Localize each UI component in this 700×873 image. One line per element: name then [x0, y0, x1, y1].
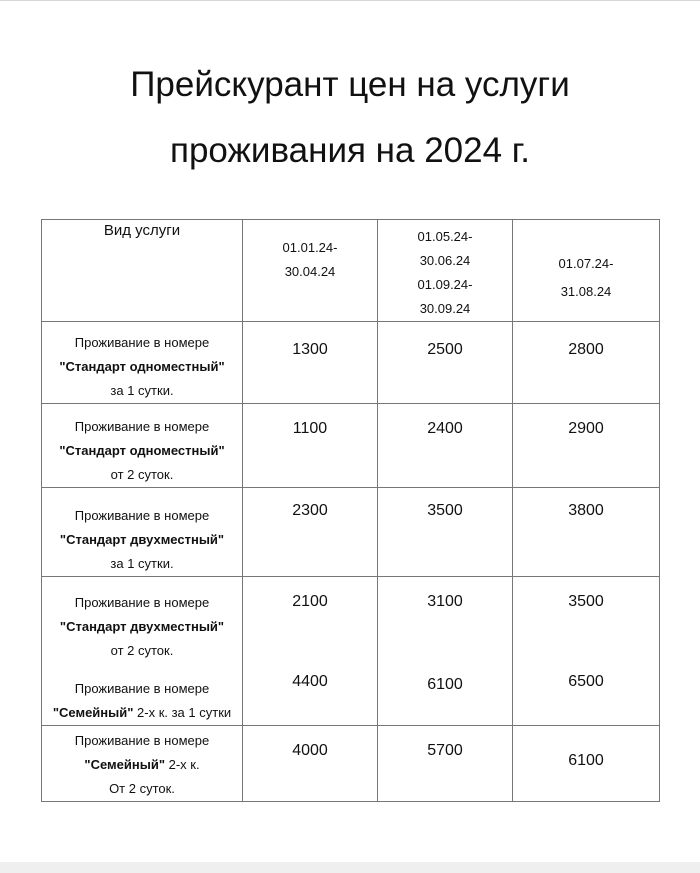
service-line: Проживание в номере	[74, 335, 210, 350]
bottom-band	[0, 862, 700, 873]
price-value: 1300	[292, 341, 328, 358]
price-value: 2500	[427, 341, 463, 358]
service-line: Проживание в номере	[74, 681, 210, 696]
price-cell	[243, 404, 378, 488]
header-period-2	[378, 220, 513, 322]
service-line: Проживание в номере	[74, 419, 210, 434]
price-value: 3100	[427, 593, 463, 610]
service-cell	[42, 404, 243, 488]
title-line-1: Прейскурант цен на услуги	[130, 65, 570, 104]
price-cell	[378, 726, 513, 802]
price-cell	[243, 726, 378, 802]
service-cell	[42, 322, 243, 404]
period-2a-end: 30.06.24	[419, 253, 471, 268]
period-3-end: 31.08.24	[560, 284, 612, 299]
price-value: 2800	[568, 341, 604, 358]
price-value: 6100	[568, 752, 604, 769]
price-cell	[243, 488, 378, 577]
service-term: от 2 суток.	[110, 643, 174, 658]
table-row	[42, 322, 660, 404]
period-1-start: 01.01.24-	[282, 240, 338, 255]
price-value: 2100	[292, 593, 328, 610]
price-value: 4000	[292, 742, 328, 759]
price-value: 1100	[292, 420, 328, 437]
price-value: 2400	[427, 420, 463, 437]
table-row	[42, 726, 660, 802]
room-type: "Стандарт двухместный"	[59, 532, 225, 547]
price-value: 3500	[427, 502, 463, 519]
period-1-end: 30.04.24	[284, 264, 336, 279]
top-border	[0, 0, 700, 1]
price-cell	[513, 726, 660, 802]
service-cell	[42, 726, 243, 802]
page-title	[0, 52, 700, 184]
service-cell	[42, 577, 243, 726]
room-suffix: 2-х к.	[164, 757, 200, 772]
period-2b-start: 01.09.24-	[417, 277, 473, 292]
service-term: от 2 суток.	[110, 467, 174, 482]
header-period-1	[243, 220, 378, 322]
room-type: "Семейный"	[84, 757, 165, 772]
price-cell	[378, 404, 513, 488]
period-2a-start: 01.05.24-	[417, 229, 473, 244]
price-cell	[378, 577, 513, 726]
table-header-row	[42, 220, 660, 322]
room-type: "Семейный"	[52, 705, 134, 720]
service-line: Проживание в номере	[74, 733, 210, 748]
price-cell	[378, 322, 513, 404]
price-value: 6500	[568, 673, 604, 690]
price-cell	[378, 488, 513, 577]
service-term: за 1 сутки.	[110, 556, 174, 571]
service-cell	[42, 488, 243, 577]
price-cell	[243, 577, 378, 726]
price-cell	[513, 404, 660, 488]
header-period-3	[513, 220, 660, 322]
price-value: 2300	[292, 502, 328, 519]
service-term: за 1 сутки.	[110, 383, 174, 398]
price-table	[41, 219, 660, 802]
price-value: 3800	[568, 502, 604, 519]
room-type: "Стандарт одноместный"	[59, 443, 225, 458]
service-term: От 2 суток.	[109, 781, 175, 796]
price-cell	[243, 322, 378, 404]
room-type: "Стандарт двухместный"	[59, 619, 225, 634]
price-cell	[513, 488, 660, 577]
period-2b-end: 30.09.24	[419, 301, 471, 316]
service-line: Проживание в номере	[74, 595, 210, 610]
title-line-2: проживания на 2024 г.	[170, 131, 530, 170]
table-row	[42, 577, 660, 726]
header-service-label: Вид услуги	[103, 222, 181, 239]
table-row	[42, 488, 660, 577]
header-service	[42, 220, 243, 322]
price-value: 2900	[568, 420, 604, 437]
price-cell	[513, 577, 660, 726]
room-type: "Стандарт одноместный"	[59, 359, 225, 374]
price-value: 5700	[427, 742, 463, 759]
period-3-start: 01.07.24-	[558, 256, 614, 271]
table-row	[42, 404, 660, 488]
price-cell	[513, 322, 660, 404]
price-value: 6100	[427, 676, 463, 693]
price-value: 3500	[568, 593, 604, 610]
room-suffix: 2-х к. за 1 сутки	[133, 705, 232, 720]
price-value: 4400	[292, 673, 328, 690]
service-line: Проживание в номере	[74, 508, 210, 523]
